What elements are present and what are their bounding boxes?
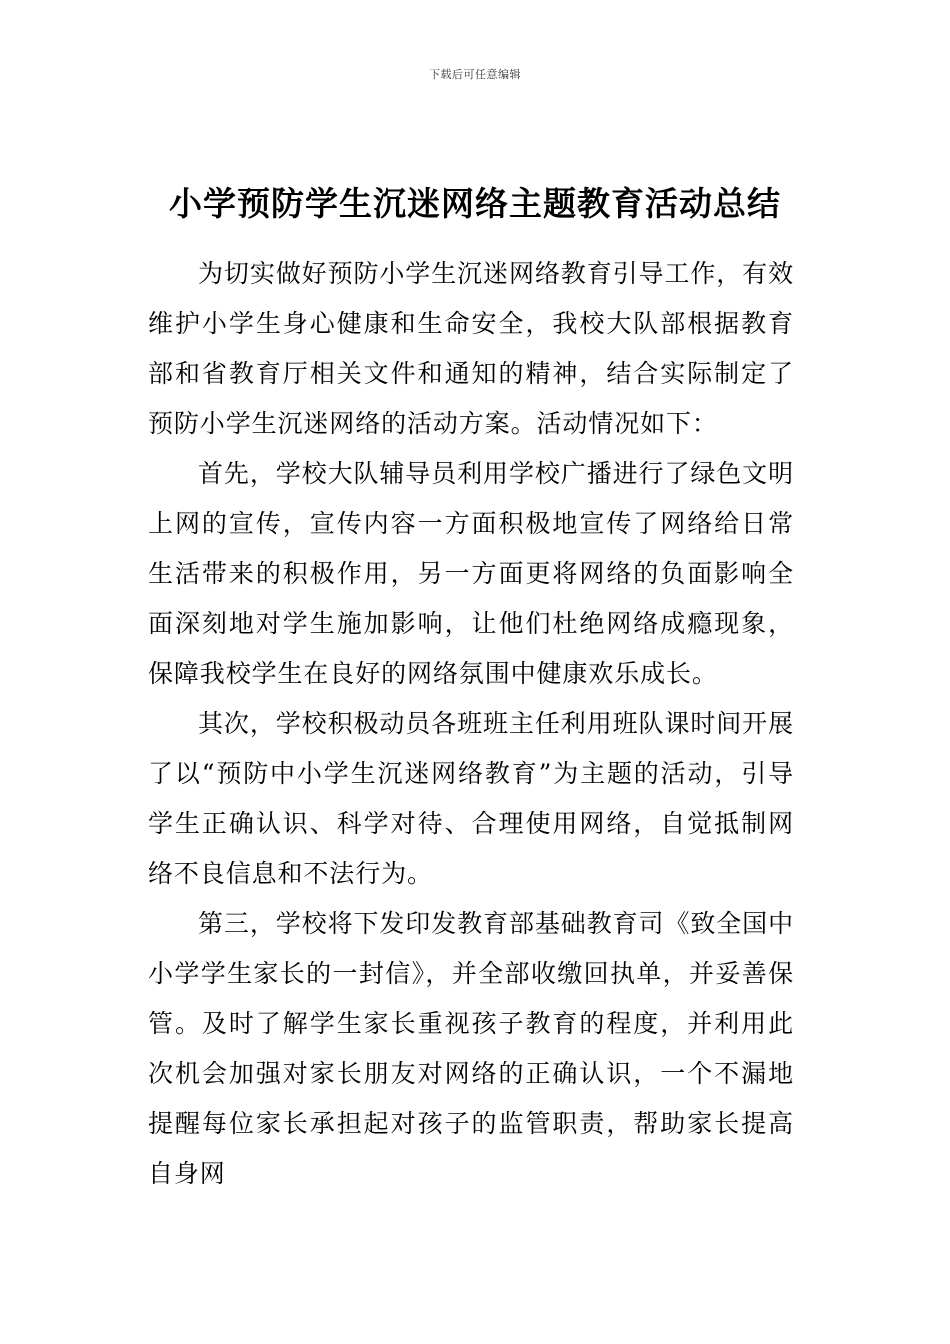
document-body bbox=[148, 249, 794, 1199]
paragraph-first: 首先，学校大队辅导员利用学校广播进行了绿色文明上网的宣传，宣传内容一方面积极地宣传了网络给日常生活带来的积极作用，另一方面更将网络的负面影响全面深刻地对学生施加影响，让他们杜绝网络成瘾现象，保障我校学生在良好的网络氛围中健康欢乐成长。 bbox=[148, 459, 794, 688]
document-title: 小学预防学生沉迷网络主题教育活动总结 bbox=[169, 184, 781, 223]
paragraph-third: 第三，学校将下发印发教育部基础教育司《致全国中小学学生家长的一封信》，并全部收缴回执单，并妥善保管。及时了解学生家长重视孩子教育的程度，并利用此次机会加强对家长朋友对网络的正确认识，一个不漏地提醒每位家长承担起对孩子的监管职责，帮助家长提高自身网 bbox=[148, 909, 794, 1188]
paragraph-second: 其次，学校积极动员各班班主任利用班队课时间开展了以“预防中小学生沉迷网络教育”为主题的活动，引导学生正确认识、科学对待、合理使用网络，自觉抵制网络不良信息和不法行为。 bbox=[148, 709, 794, 888]
header-note: 下载后可任意编辑 bbox=[429, 68, 521, 81]
paragraph-intro: 为切实做好预防小学生沉迷网络教育引导工作，有效维护小学生身心健康和生命安全，我校大队部根据教育部和省教育厅相关文件和通知的精神，结合实际制定了预防小学生沉迷网络的活动方案。活动情况如下： bbox=[148, 259, 794, 438]
